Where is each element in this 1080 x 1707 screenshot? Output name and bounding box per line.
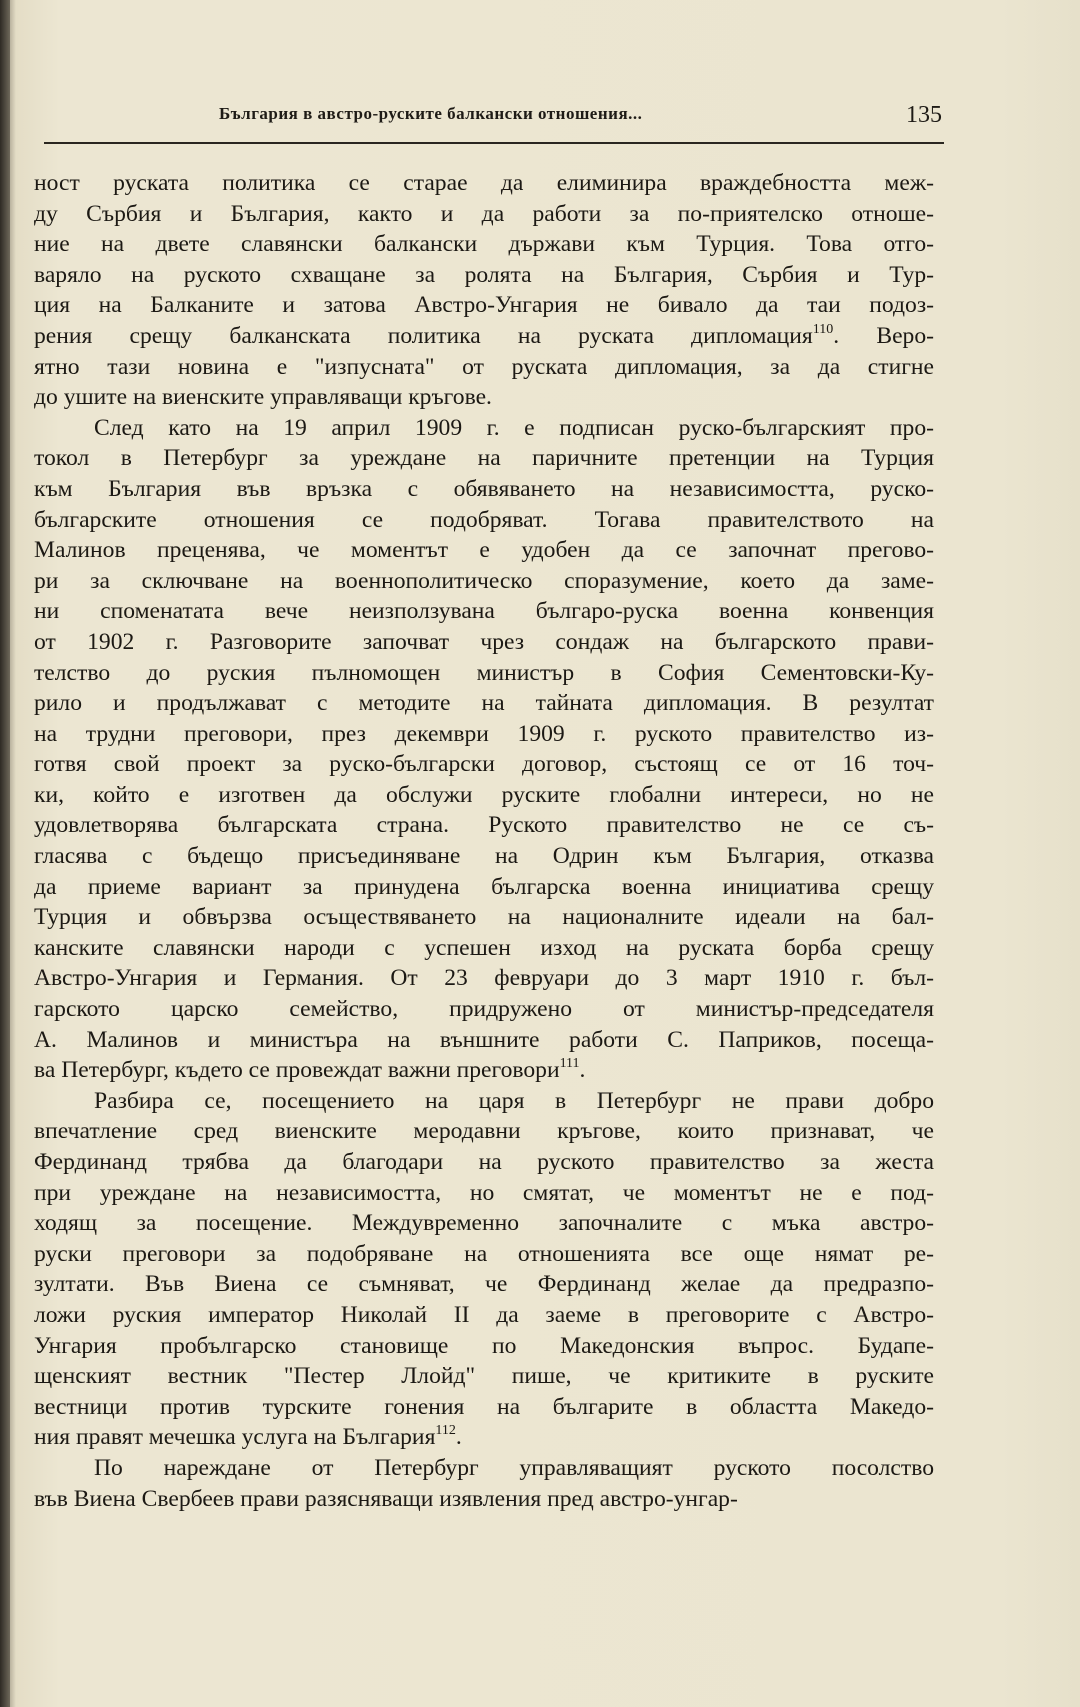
line-text-after-footnote: . [579, 1057, 586, 1084]
line-text-before-footnote: рения срещу балканската политика на руската дипломация [34, 322, 813, 349]
text-line: А. Малинов и министъра на външните работи С. Паприков, посеща- [34, 1026, 934, 1053]
text-line: от 1902 г. Разговорите започват чрез сондаж на българското прави- [34, 628, 934, 655]
text-line: зултати. Във Виена се съмняват, че Фердинанд желае да предразпо- [34, 1271, 934, 1298]
footnote-marker: 111 [559, 1056, 580, 1072]
text-line: Турция и обвързва осъществяването на националните идеали на бал- [34, 904, 934, 931]
line-text-after-footnote: . Веро- [833, 322, 934, 349]
text-line: ни споменатата вече неизползувана българо-руска военна конвенция [34, 598, 934, 625]
text-line: ятно тази новина е "изпусната" от руската дипломация, за да стигне [34, 353, 934, 380]
text-line: българските отношения се подобряват. Тогава правителството на [34, 506, 934, 533]
paragraph [34, 1453, 934, 1514]
page-number: 135 [906, 102, 942, 128]
text-line [34, 1055, 934, 1086]
text-line: токол в Петербург за уреждане на паричните претенции на Турция [34, 445, 934, 472]
text-line: вестници против турските гонения на българите в областта Македо- [34, 1393, 934, 1420]
text-line: гласява с бъдещо присъединяване на Одрин към България, отказва [34, 843, 934, 870]
text-line: на трудни преговори, през декември 1909 г. руското правителство из- [34, 720, 934, 747]
text-line: варяло на руското схващане за ролята на България, Сърбия и Тур- [34, 261, 934, 288]
paragraph [34, 413, 934, 1086]
running-title: България в австро-руските балкански отношения... [219, 104, 643, 123]
text-line: Малинов преценява, че моментът е удобен да се започнат прегово- [34, 537, 934, 564]
text-line [34, 1422, 934, 1453]
text-line: Фердинанд трябва да благодари на руското правителство за жеста [34, 1149, 934, 1175]
line-text-after-footnote: . [455, 1424, 462, 1451]
text-line: Унгария пробългарско становище по Македонския въпрос. Будапе- [34, 1332, 934, 1359]
text-line: След като на 19 април 1909 г. е подписан руско-българският про- [94, 414, 934, 441]
text-line: ду Сърбия и България, както и да работи за по-приятелско отноше- [34, 200, 934, 227]
text-line: ложи руския император Николай II да заеме в преговорите с Австро- [34, 1301, 934, 1328]
line-text-before-footnote: ния правят мечешка услуга на България [34, 1424, 436, 1451]
text-line: ност руската политика се старае да елиминира враждебността меж- [34, 170, 934, 196]
text-line: По нареждане от Петербург управляващият руското посолство [94, 1454, 934, 1481]
text-line: ция на Балканите и затова Австро-Унгария не бивало да таи подоз- [34, 292, 934, 319]
footnote-marker: 110 [812, 321, 834, 337]
text-line: готвя свой проект за руско-български договор, състоящ се от 16 точ- [34, 751, 934, 778]
text-line: да приеме вариант за принудена българска военна инициатива срещу [34, 873, 934, 900]
text-line: руски преговори за подобряване на отношенията все още нямат ре- [34, 1240, 934, 1267]
text-line: телство до руския пълномощен министър в София Сементовски-Ку- [34, 659, 934, 686]
book-spine-shadow [0, 0, 10, 1707]
paragraph [34, 1086, 934, 1453]
text-line: гарското царско семейство, придружено от министър-председателя [34, 996, 934, 1023]
text-line: към България във връзка с обявяването на независимостта, руско- [34, 475, 934, 502]
text-line: канските славянски народи с успешен изход на руската борба срещу [34, 934, 934, 961]
footnote-marker: 112 [435, 1423, 456, 1439]
line-text-before-footnote: ва Петербург, където се провеждат важни преговори [34, 1057, 560, 1084]
text-line: ри за сключване на военнополитическо споразумение, което да заме- [34, 567, 934, 594]
text-line: удовлетворява българската страна. Руското правителство не се съ- [34, 812, 934, 839]
text-line: ние на двете славянски балкански държави към Турция. Това отго- [34, 231, 934, 258]
text-line: впечатление сред виенските меродавни кръгове, които признават, че [34, 1118, 934, 1145]
body-text [34, 168, 934, 1514]
text-line: Австро-Унгария и Германия. От 23 февруари до 3 март 1910 г. бъл- [34, 965, 934, 992]
text-line: рило и продължават с методите на тайната дипломация. В резултат [34, 690, 934, 717]
text-line: ки, който е изготвен да обслужи руските глобални интереси, но не [34, 781, 934, 808]
text-line: при уреждане на независимостта, но смятат, че моментът не е под- [34, 1179, 934, 1206]
page-header [44, 98, 944, 144]
text-line: във Виена Свербеев прави разясняващи изявления пред австро-унгар- [34, 1485, 738, 1512]
text-line: щенският вестник "Пестер Ллойд" пише, че критиките в руските [34, 1363, 934, 1390]
text-line: ходящ за посещение. Междувременно започналите с мъка австро- [34, 1210, 934, 1237]
text-line [34, 321, 934, 352]
text-line: Разбира се, посещението на царя в Петербург не прави добро [94, 1087, 934, 1114]
paragraph [34, 168, 934, 413]
text-line: до ушите на виенските управляващи кръгове. [34, 384, 492, 411]
